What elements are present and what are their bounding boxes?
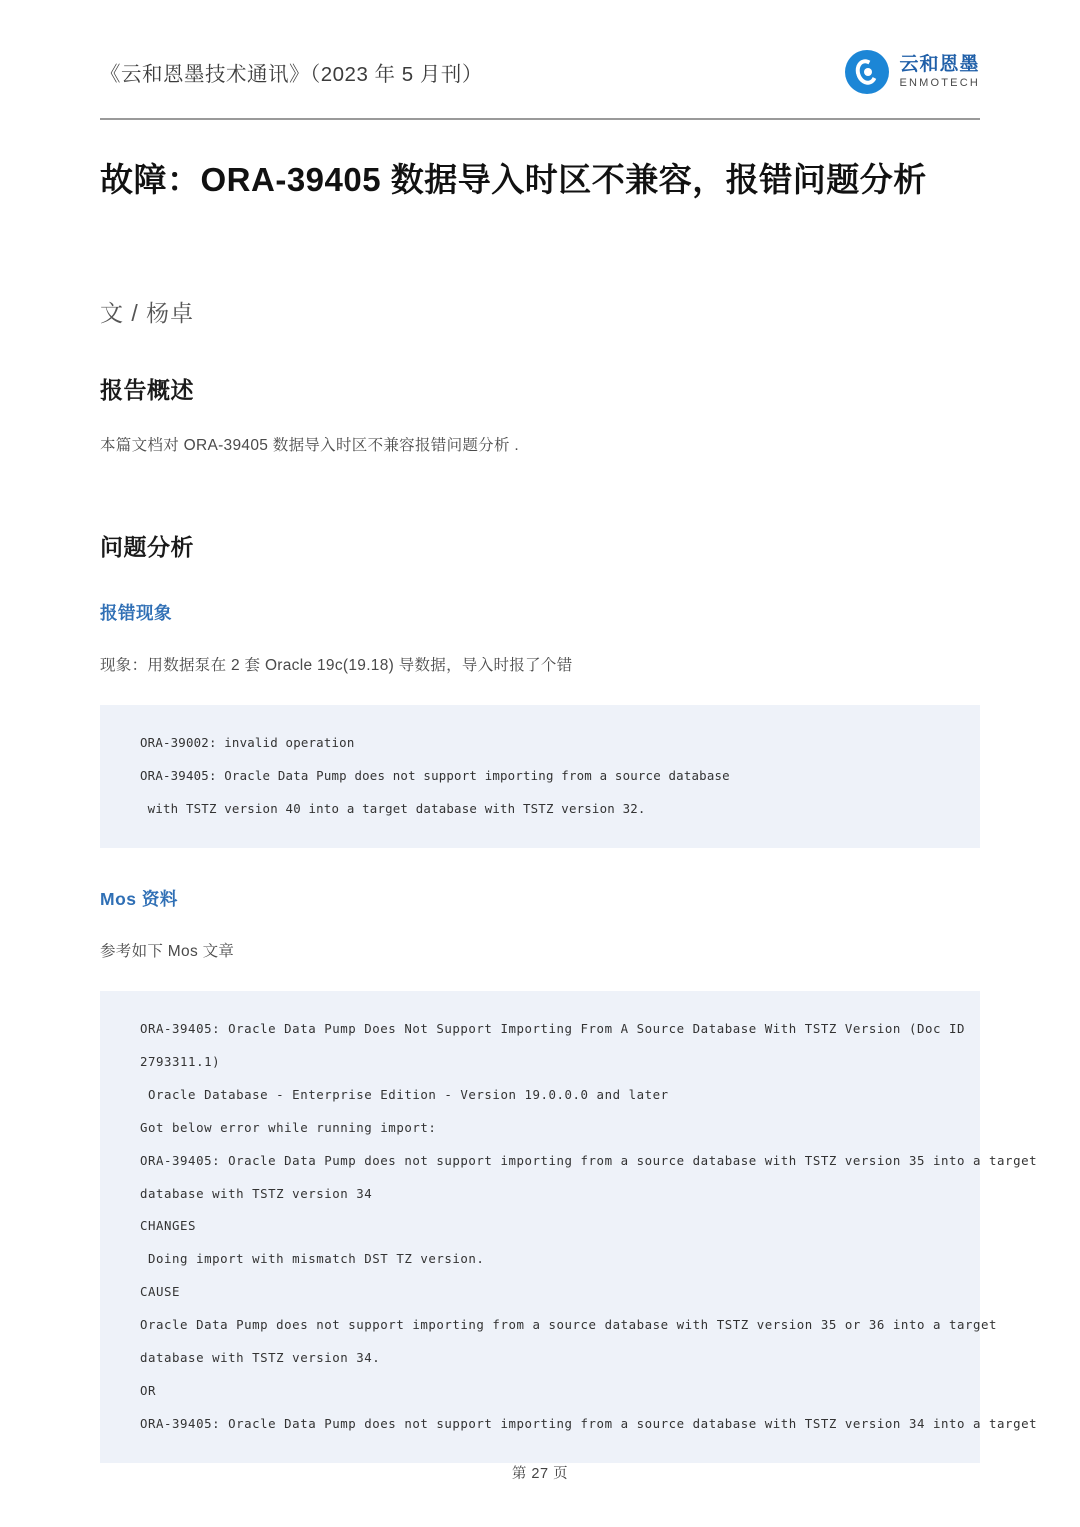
code-line: database with TSTZ version 34. [140, 1349, 381, 1365]
code-line: with TSTZ version 40 into a target database with TSTZ version 32. [140, 800, 646, 816]
code-line: ORA-39405: Oracle Data Pump does not support importing from a source database with TSTZ version 34 into a target [140, 1415, 1038, 1431]
code-line: ORA-39002: invalid operation [140, 735, 355, 751]
logo-text [899, 55, 980, 90]
code-block-mos-article [100, 991, 1038, 1462]
section-heading-overview: 报告概述 [100, 376, 194, 403]
code-line: CHANGES [140, 1218, 197, 1234]
code-line: 2793311.1) [140, 1054, 221, 1070]
page-header [100, 0, 980, 96]
publication-title: 《云和恩墨技术通讯》（2023 年 5 月刊） [100, 63, 483, 86]
code-block-error-output [100, 705, 980, 848]
logo-en-label: ENMOTECH [899, 77, 980, 90]
subsection-heading-error: 报错现象 [100, 602, 172, 623]
error-paragraph: 现象：用数据泵在 2 套 Oracle 19c(19.18) 导数据，导入时报了个错 [100, 656, 573, 674]
overview-paragraph: 本篇文档对 ORA-39405 数据导入时区不兼容报错问题分析 . [100, 436, 519, 454]
code-line: OR [140, 1382, 157, 1398]
page-footer [0, 1462, 1080, 1483]
logo-cn-label: 云和恩墨 [899, 53, 980, 75]
code-line: ORA-39405: Oracle Data Pump does not support importing from a source database with TSTZ version 35 into a target [140, 1152, 1038, 1168]
code-line: Oracle Database - Enterprise Edition - Version 19.0.0.0 and later [140, 1086, 669, 1102]
subsection-heading-mos: Mos 资料 [100, 888, 178, 909]
section-heading-analysis: 问题分析 [100, 533, 194, 560]
header-divider [100, 118, 980, 120]
page-number: 第 27 页 [511, 1466, 569, 1482]
code-line: database with TSTZ version 34 [140, 1185, 373, 1201]
code-line: Oracle Data Pump does not support importing from a source database with TSTZ version 35 or 36 into a target [140, 1317, 998, 1333]
code-line: ORA-39405: Oracle Data Pump does not support importing from a source database [140, 768, 730, 784]
code-line: CAUSE [140, 1284, 181, 1300]
mos-paragraph: 参考如下 Mos 文章 [100, 942, 235, 960]
page-title: 故障：ORA-39405 数据导入时区不兼容，报错问题分析 [100, 161, 927, 198]
code-line: Doing import with mismatch DST TZ version. [140, 1251, 485, 1267]
code-line: ORA-39405: Oracle Data Pump Does Not Support Importing From A Source Database With TSTZ Version (Doc ID [140, 1021, 966, 1037]
byline: 文 / 杨卓 [100, 299, 195, 326]
enmotech-logo-icon [845, 50, 889, 94]
enmotech-logo [845, 50, 980, 94]
code-line: Got below error while running import: [140, 1119, 437, 1135]
